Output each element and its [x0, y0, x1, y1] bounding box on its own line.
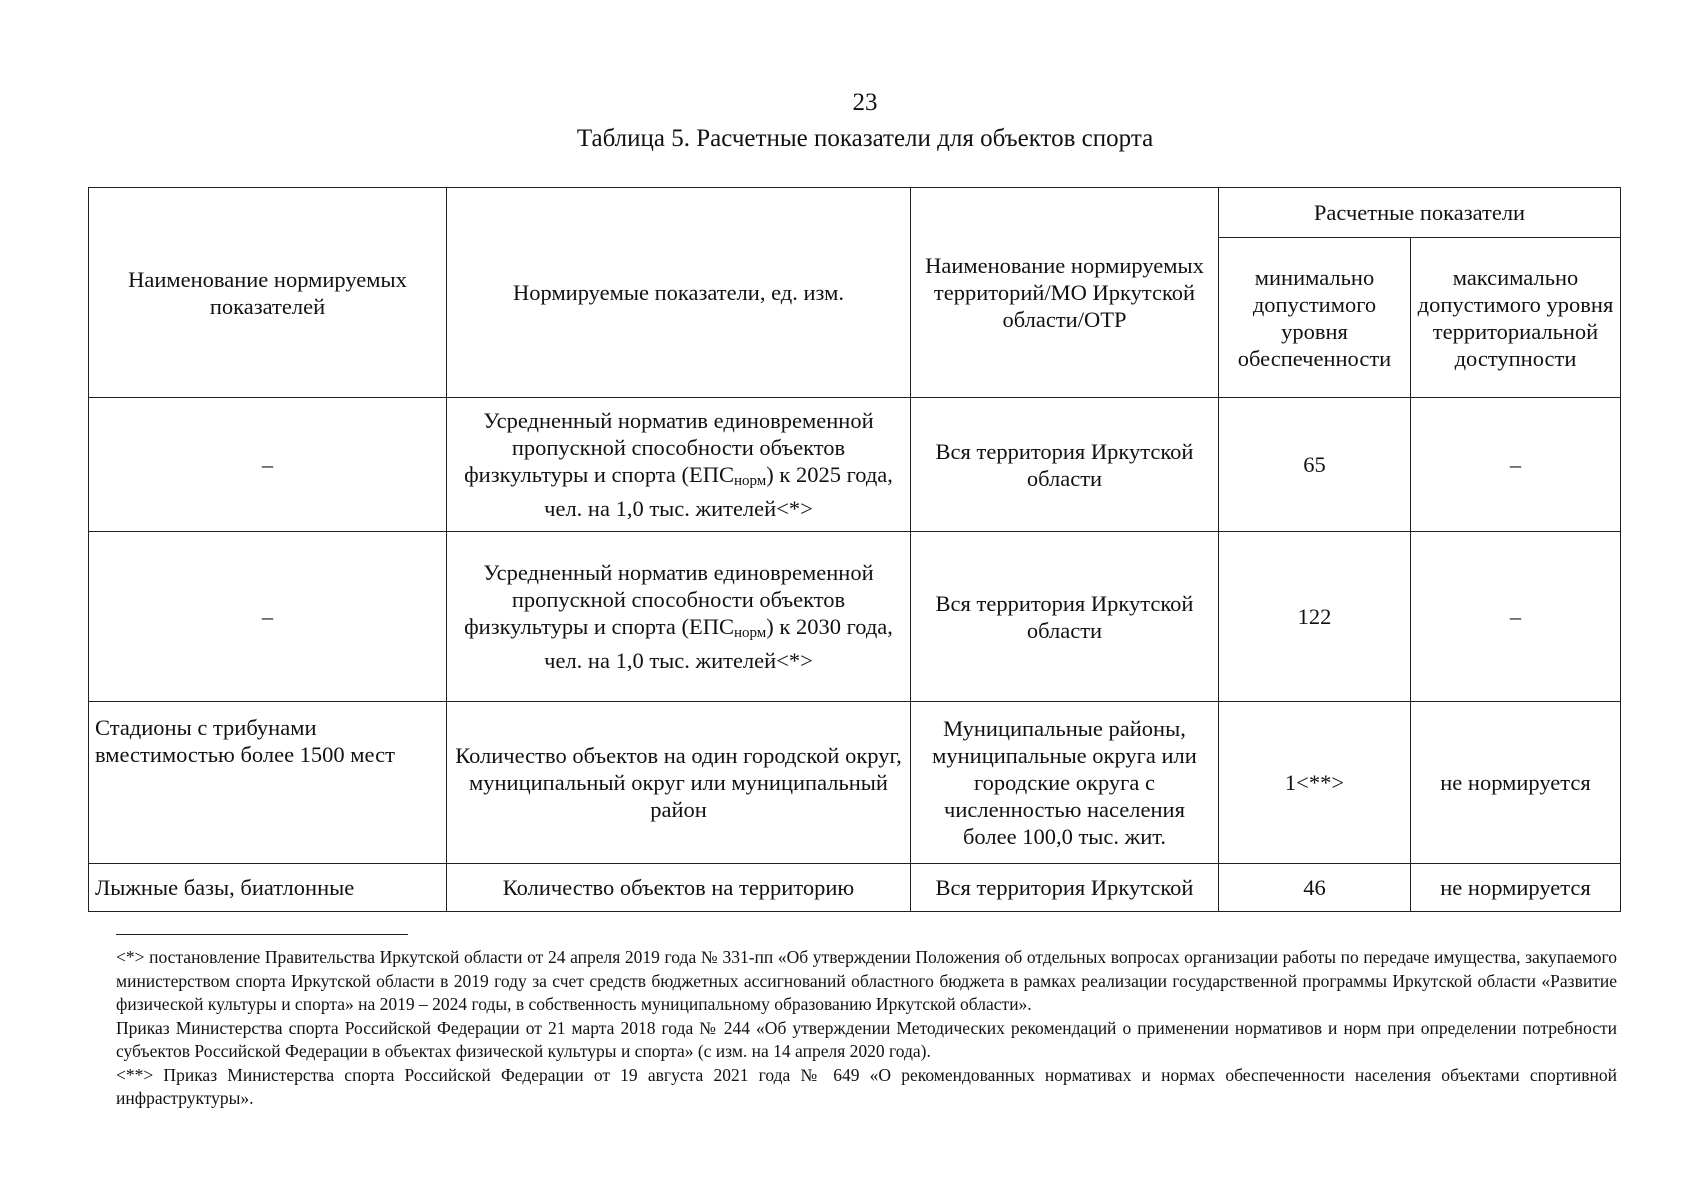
row-name: Стадионы с трибунами вместимостью более 1500 мест: [89, 702, 447, 864]
row-min-value: 122: [1219, 532, 1411, 702]
footnote-divider: [116, 934, 408, 935]
row-territory: Вся территория Иркутской области: [911, 532, 1219, 702]
row-max-value: –: [1411, 532, 1621, 702]
row-indicator: Количество объектов на один городской округ, муниципальный округ или муниципальный район: [447, 702, 911, 864]
footnote-2: Приказ Министерства спорта Российской Федерации от 21 марта 2018 года № 244 «Об утверждении Методических рекомендаций о применении нормативов и норм при определении потребности субъектов Российской Федерации в объектах физической культуры и спорта» (с изм. на 14 апреля 2020 года).: [116, 1017, 1617, 1061]
row-name: –: [89, 398, 447, 532]
row-name: Лыжные базы, биатлонные: [89, 864, 447, 912]
header-min-level: минимально допустимого уровня обеспеченности: [1219, 238, 1411, 398]
header-indicator-unit: Нормируемые показатели, ед. изм.: [447, 188, 911, 398]
header-territory: Наименование нормируемых территорий/МО Иркутской области/ОТР: [911, 188, 1219, 398]
footnote-1: <*> постановление Правительства Иркутской области от 24 апреля 2019 года № 331-пп «Об утверждении Положения об отдельных вопросах организации работы по передаче имущества, закупаемого министерством спорта Иркутской области в 2019 году за счет средств бюджетных ассигнований областного бюджета в рамках реализации государственной программы Иркутской области «Развитие физической культуры и спорта» на 2019 – 2024 годы, в собственность муниципальному образованию Иркутской области».: [116, 947, 1617, 1014]
header-indicator-name: Наименование нормируемых показателей: [89, 188, 447, 398]
row-territory: Вся территория Иркутской: [911, 864, 1219, 912]
row-indicator: Усредненный норматив единовременной пропускной способности объектов физкультуры и спорта $(ЕПС_{норм})$ к 2030 года, чел. на 1,0 тыс. жителей<*>: [447, 532, 911, 702]
table-row: [89, 702, 1621, 864]
page-number: 23: [852, 89, 878, 116]
table-row: [89, 398, 1621, 532]
row-indicator: Количество объектов на территорию: [447, 864, 911, 912]
row-territory: Муниципальные районы, муниципальные округа или городские округа с численностью населения более 100,0 тыс. жит.: [911, 702, 1219, 864]
header-max-level: максимально допустимого уровня территориальной доступности: [1411, 238, 1621, 398]
row-min-value: 65: [1219, 398, 1411, 532]
page-title: Таблица 5. Расчетные показатели для объектов спорта: [576, 125, 1154, 152]
row-min-value: 46: [1219, 864, 1411, 912]
header-calculated-indicators: Расчетные показатели: [1219, 188, 1621, 238]
row-max-value: не нормируется: [1411, 702, 1621, 864]
row-min-value: 1<**>: [1219, 702, 1411, 864]
table-header-row: [89, 188, 1621, 238]
table-row: [89, 864, 1621, 912]
table-row: [89, 532, 1621, 702]
sports-indicators-table: [88, 187, 1621, 912]
row-name: –: [89, 532, 447, 702]
row-max-value: –: [1411, 398, 1621, 532]
row-territory: Вся территория Иркутской области: [911, 398, 1219, 532]
row-max-value: не нормируется: [1411, 864, 1621, 912]
row-indicator: Усредненный норматив единовременной пропускной способности объектов физкультуры и спорта $(ЕПС_{норм})$ к 2025 года, чел. на 1,0 тыс. жителей<*>: [447, 398, 911, 532]
footnotes: [116, 946, 1617, 1111]
footnote-3: <**> Приказ Министерства спорта Российской Федерации от 19 августа 2021 года № 649 «О рекомендованных нормативах и нормах обеспеченности населения объектами спортивной инфраструктуры».: [116, 1064, 1617, 1108]
